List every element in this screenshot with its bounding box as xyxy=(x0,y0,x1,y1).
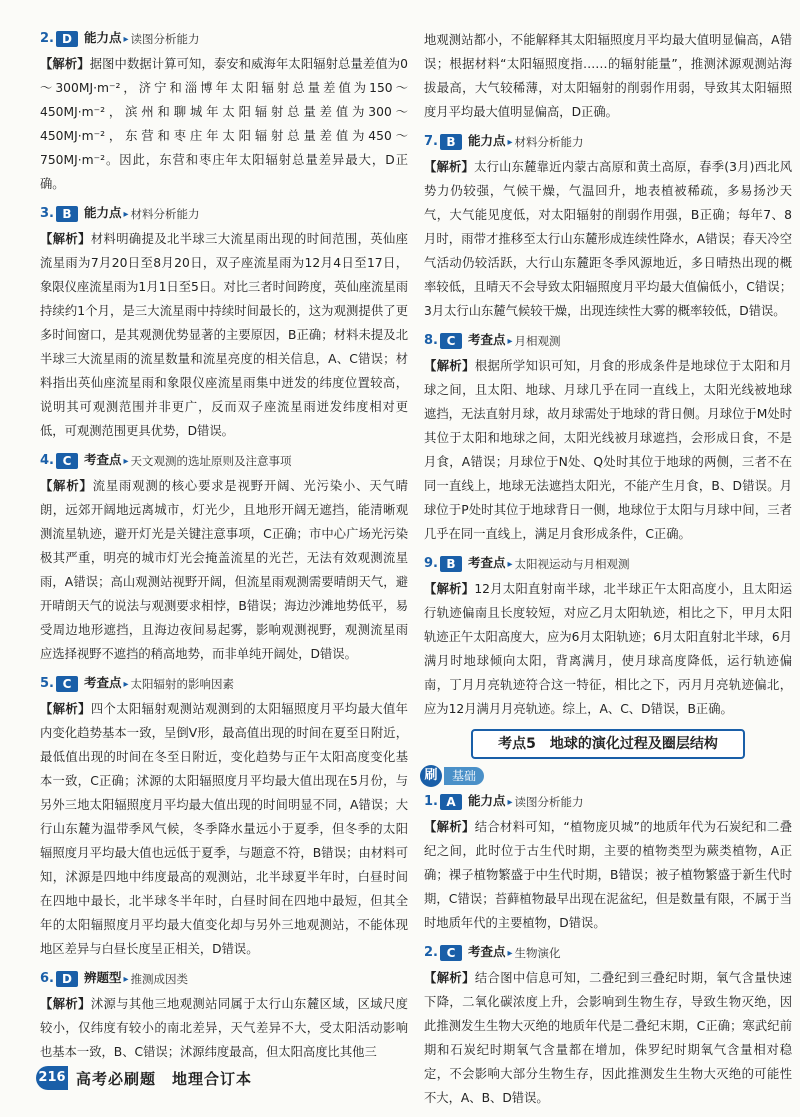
analysis-text: 结合图中信息可知，二叠纪到三叠纪时期，氧气含量快速下降，二氧化碳浓度上升，会影响到生物生存，导致生物灭绝，因此推测发生生物大灭绝的地质年代是二叠纪末期，C正确；寒武纪前期和石炭纪时期氧气含量都在增加，侏罗纪时期氧气含量相对稳定，不会影响大部分生物生存，因此推测发生生物大灭绝的可能性不大，A、B、D错误。 xyxy=(424,971,792,1105)
analysis-label: 【解析】 xyxy=(40,997,91,1011)
page-number: 216 xyxy=(36,1066,68,1090)
answer-badge: C xyxy=(56,676,78,692)
topic-label: 天文观测的选址原则及注意事项 xyxy=(130,454,292,468)
analysis-text: 地观测站都小，不能解释其太阳辐照度月平均最大值明显偏高，A错误；根据材料“太阳辐照度指……的辐射能量”，推测沭源观测站海拔最高，大气较稀薄，对太阳辐射的削弱作用弱，导致其太阳辐照度月平均最大值明显偏高，D正确。 xyxy=(424,33,792,119)
analysis-text: 材料明确提及北半球三大流星雨出现的时间范围，英仙座流星雨为7月20日至8月20日，双子座流星雨为12月4日至17日，象限仪座流星雨为1月1日至5日。对比三者时间跨度，英仙座流星雨持续约1个月，是三大流星雨中持续时间最长的，这为观测提供了更多时间窗口，是其观测优势显著的主要原因，B正确；材料未提及北半球三大流星雨的流星数量和流星亮度的相关信息，A、C错误；材料指出英仙座流星雨和象限仪座流星雨集中迸发的纬度位置较高，说明其可观测范围并非更广，反而双子座流星雨迸发纬度相对更低，可观测范围更具优势，D错误。 xyxy=(40,232,408,438)
analysis-text: 流星雨观测的核心要求是视野开阔、光污染小、天气晴朗，远郊开阔地远离城市，灯光少，且地形开阔无遮挡，能清晰观测流星轨迹，避开灯光是关键注意事项，C正确；市中心广场光污染极其严重，明亮的城市灯光会掩盖流星的光芒，无法有效观测流星雨，A错误；高山观测站视野开阔，但流星雨观测需要晴朗天气，避开晴朗天气的说法与观测要求相悖，B错误；海边沙滩地势低平，易受周边地形遮挡，且海边夜间易起雾，影响观测视野，观测流星雨应选择视野不遮挡的稍高地势，而非单纯开阔处，D错误。 xyxy=(40,479,408,661)
topic-label: 生物演化 xyxy=(514,946,561,960)
question-9 xyxy=(424,553,792,721)
book-title: 高考必刷题 地理合订本 xyxy=(76,1069,253,1088)
question-4 xyxy=(40,450,408,666)
topic-label: 太阳视运动与月相观测 xyxy=(514,557,630,571)
question-number: 6. xyxy=(40,971,54,986)
tag-label: 辨题型 ▸ xyxy=(84,966,131,992)
question-number: 7. xyxy=(424,134,438,149)
topic-label: 读图分析能力 xyxy=(514,795,584,809)
basic-level-banner xyxy=(420,765,792,787)
question-s5-2 xyxy=(424,942,792,1110)
question-6 xyxy=(40,968,408,1064)
question-2 xyxy=(40,28,408,196)
topic-label: 推测成因类 xyxy=(130,972,189,986)
analysis-label: 【解析】 xyxy=(424,582,475,596)
analysis-label: 【解析】 xyxy=(40,232,91,246)
answer-badge: D xyxy=(56,31,78,47)
analysis-label: 【解析】 xyxy=(40,479,93,493)
tag-label: 考查点 ▸ xyxy=(468,328,515,354)
analysis-label: 【解析】 xyxy=(40,702,91,716)
shua-icon: 刷 xyxy=(420,765,442,787)
question-number: 1. xyxy=(424,794,438,809)
analysis-label: 【解析】 xyxy=(424,160,475,174)
left-column xyxy=(40,28,408,1071)
analysis-text: 根据所学知识可知，月食的形成条件是地球位于太阳和月球之间，且太阳、地球、月球几乎在同一直线上，太阳光线被地球遮挡，无法直射月球，故月球需处于地球的背日侧。月球位于M处时其位于太阳和地球之间，太阳光线被月球遮挡，会形成日食，不是月食，A错误；月球位于N处、Q处时其位于地球的两侧，三者不在同一直线上，地球无法遮挡太阳光，不能产生月食，B、D错误。月球位于P处时其位于地球背日一侧，地球位于太阳与月球中间，三者几乎在同一直线上，满足月食形成条件，C正确。 xyxy=(424,359,792,541)
question-number: 5. xyxy=(40,676,54,691)
analysis-text: 太行山东麓靠近内蒙古高原和黄土高原，春季(3月)西北风势力仍较强，气候干燥，气温回升，地表植被稀疏，多易扬沙天气，大气能见度低，对太阳辐射的削弱作用强，B正确；每年7、8月时，雨带才推移至太行山东麓形成连续性降水，A错误；春天冷空气活动仍较活跃，大行山东麓距冬季风源地近，多日晴热出现的概率较低，且晴天不会导致太阳辐照度月平均最大值偏低小，C错误；3月太行山东麓气候较干燥，出现连续性大雾的概率较低，D错误。 xyxy=(424,160,792,318)
analysis-text: 四个太阳辐射观测站观测到的太阳辐照度月平均最大值年内变化趋势基本一致，呈倒V形，最高值出现的时间在夏至日附近，最低值出现的时间在冬至日附近，变化趋势与正午太阳高度变化基本一致，C正确；沭源的太阳辐照度月平均最大值出现在5月份，与另外三地太阳辐照度月平均最大值出现的时间明显不同，A错误；大行山东麓为温带季风气候，冬季降水量远小于夏季，但冬季的太阳辐照度月平均最大值也远低于夏季，与题意不符，B错误；由材料可知，沭源是四地中纬度最高的观测站，北半球夏半年时，白昼时间在四地中最长，北半球冬半年时，白昼时间在四地中最短，但其全年的太阳辐照度月平均最大值变化却与另外三地观测站，不能体现地区差异与白昼长度呈正相关，D错误。 xyxy=(40,702,408,956)
analysis-label: 【解析】 xyxy=(424,971,475,985)
tag-label: 能力点 ▸ xyxy=(468,789,515,815)
topic-label: 材料分析能力 xyxy=(514,135,584,149)
tag-label: 考查点 ▸ xyxy=(468,940,515,966)
answer-badge: C xyxy=(56,453,78,469)
question-7 xyxy=(424,131,792,323)
tag-label: 考查点 ▸ xyxy=(84,448,131,474)
question-number: 2. xyxy=(40,31,54,46)
question-number: 2. xyxy=(424,945,438,960)
analysis-text: 结合材料可知，“植物庞贝城”的地质年代为石炭纪和二叠纪之间，此时位于古生代时期，主要的植物类型为蕨类植物，A正确；裸子植物繁盛于中生代时期，B错误；被子植物繁盛于新生代时期，C错误；苔藓植物最早出现在泥盆纪，但是数量有限，不属于当时地质年代的主要植物，D错误。 xyxy=(424,820,792,930)
tag-label: 能力点 ▸ xyxy=(84,26,131,52)
answer-badge: B xyxy=(440,556,462,572)
analysis-label: 【解析】 xyxy=(424,359,475,373)
tag-label: 能力点 ▸ xyxy=(84,201,131,227)
answer-badge: A xyxy=(440,794,462,810)
level-label: 基础 xyxy=(444,767,484,785)
question-number: 9. xyxy=(424,556,438,571)
tag-label: 考查点 ▸ xyxy=(468,551,515,577)
answer-badge: C xyxy=(440,945,462,961)
topic-label: 读图分析能力 xyxy=(130,32,200,46)
analysis-text: 据图中数据计算可知，泰安和威海年太阳辐射总量差值为0～300MJ·m⁻²，济宁和淄博年太阳辐射总量差值为150～450MJ·m⁻²，滨州和聊城年太阳辐射总量差值为300～450MJ·m⁻²，东营和枣庄年太阳辐射总量差值为450～750MJ·m⁻²。因此，东营和枣庄年太阳辐射总量差异最大，D正确。 xyxy=(40,57,408,191)
question-6-continued xyxy=(424,28,792,124)
answer-badge: B xyxy=(440,134,462,150)
analysis-text: 沭源与其他三地观测站同属于太行山东麓区域，区域尺度较小，仅纬度有较小的南北差异，天气差异不大，受太阳活动影响也基本一致，B、C错误；沭源纬度最高，但太阳高度比其他三 xyxy=(40,997,408,1059)
answer-badge: B xyxy=(56,206,78,222)
page-footer xyxy=(36,1066,252,1090)
question-8 xyxy=(424,330,792,546)
analysis-label: 【解析】 xyxy=(40,57,90,71)
tag-label: 考查点 ▸ xyxy=(84,671,131,697)
topic-label: 太阳辐射的影响因素 xyxy=(130,677,235,691)
topic-label: 材料分析能力 xyxy=(130,207,200,221)
answer-badge: C xyxy=(440,333,462,349)
section-heading: 考点5 地球的演化过程及圈层结构 xyxy=(471,729,745,759)
analysis-label: 【解析】 xyxy=(424,820,475,834)
question-5 xyxy=(40,673,408,961)
right-column xyxy=(424,28,792,1117)
question-number: 4. xyxy=(40,453,54,468)
topic-label: 月相观测 xyxy=(514,334,561,348)
question-number: 8. xyxy=(424,333,438,348)
answer-badge: D xyxy=(56,971,78,987)
tag-label: 能力点 ▸ xyxy=(468,129,515,155)
analysis-text: 12月太阳直射南半球，北半球正午太阳高度小，且太阳运行轨迹偏南且长度较短，对应乙月太阳轨迹，相比之下，甲月太阳轨迹正午太阳高度大，应为6月太阳轨迹；6月太阳直射北半球，6月满月时地球倾向太阳，背离满月，使月球高度降低，运行轨迹偏南，丁月月亮轨迹符合这一特征，相比之下，丙月月亮轨迹偏北，应为12月满月月亮轨迹。综上，A、C、D错误，B正确。 xyxy=(424,582,792,716)
question-number: 3. xyxy=(40,206,54,221)
question-3 xyxy=(40,203,408,443)
question-s5-1 xyxy=(424,791,792,935)
